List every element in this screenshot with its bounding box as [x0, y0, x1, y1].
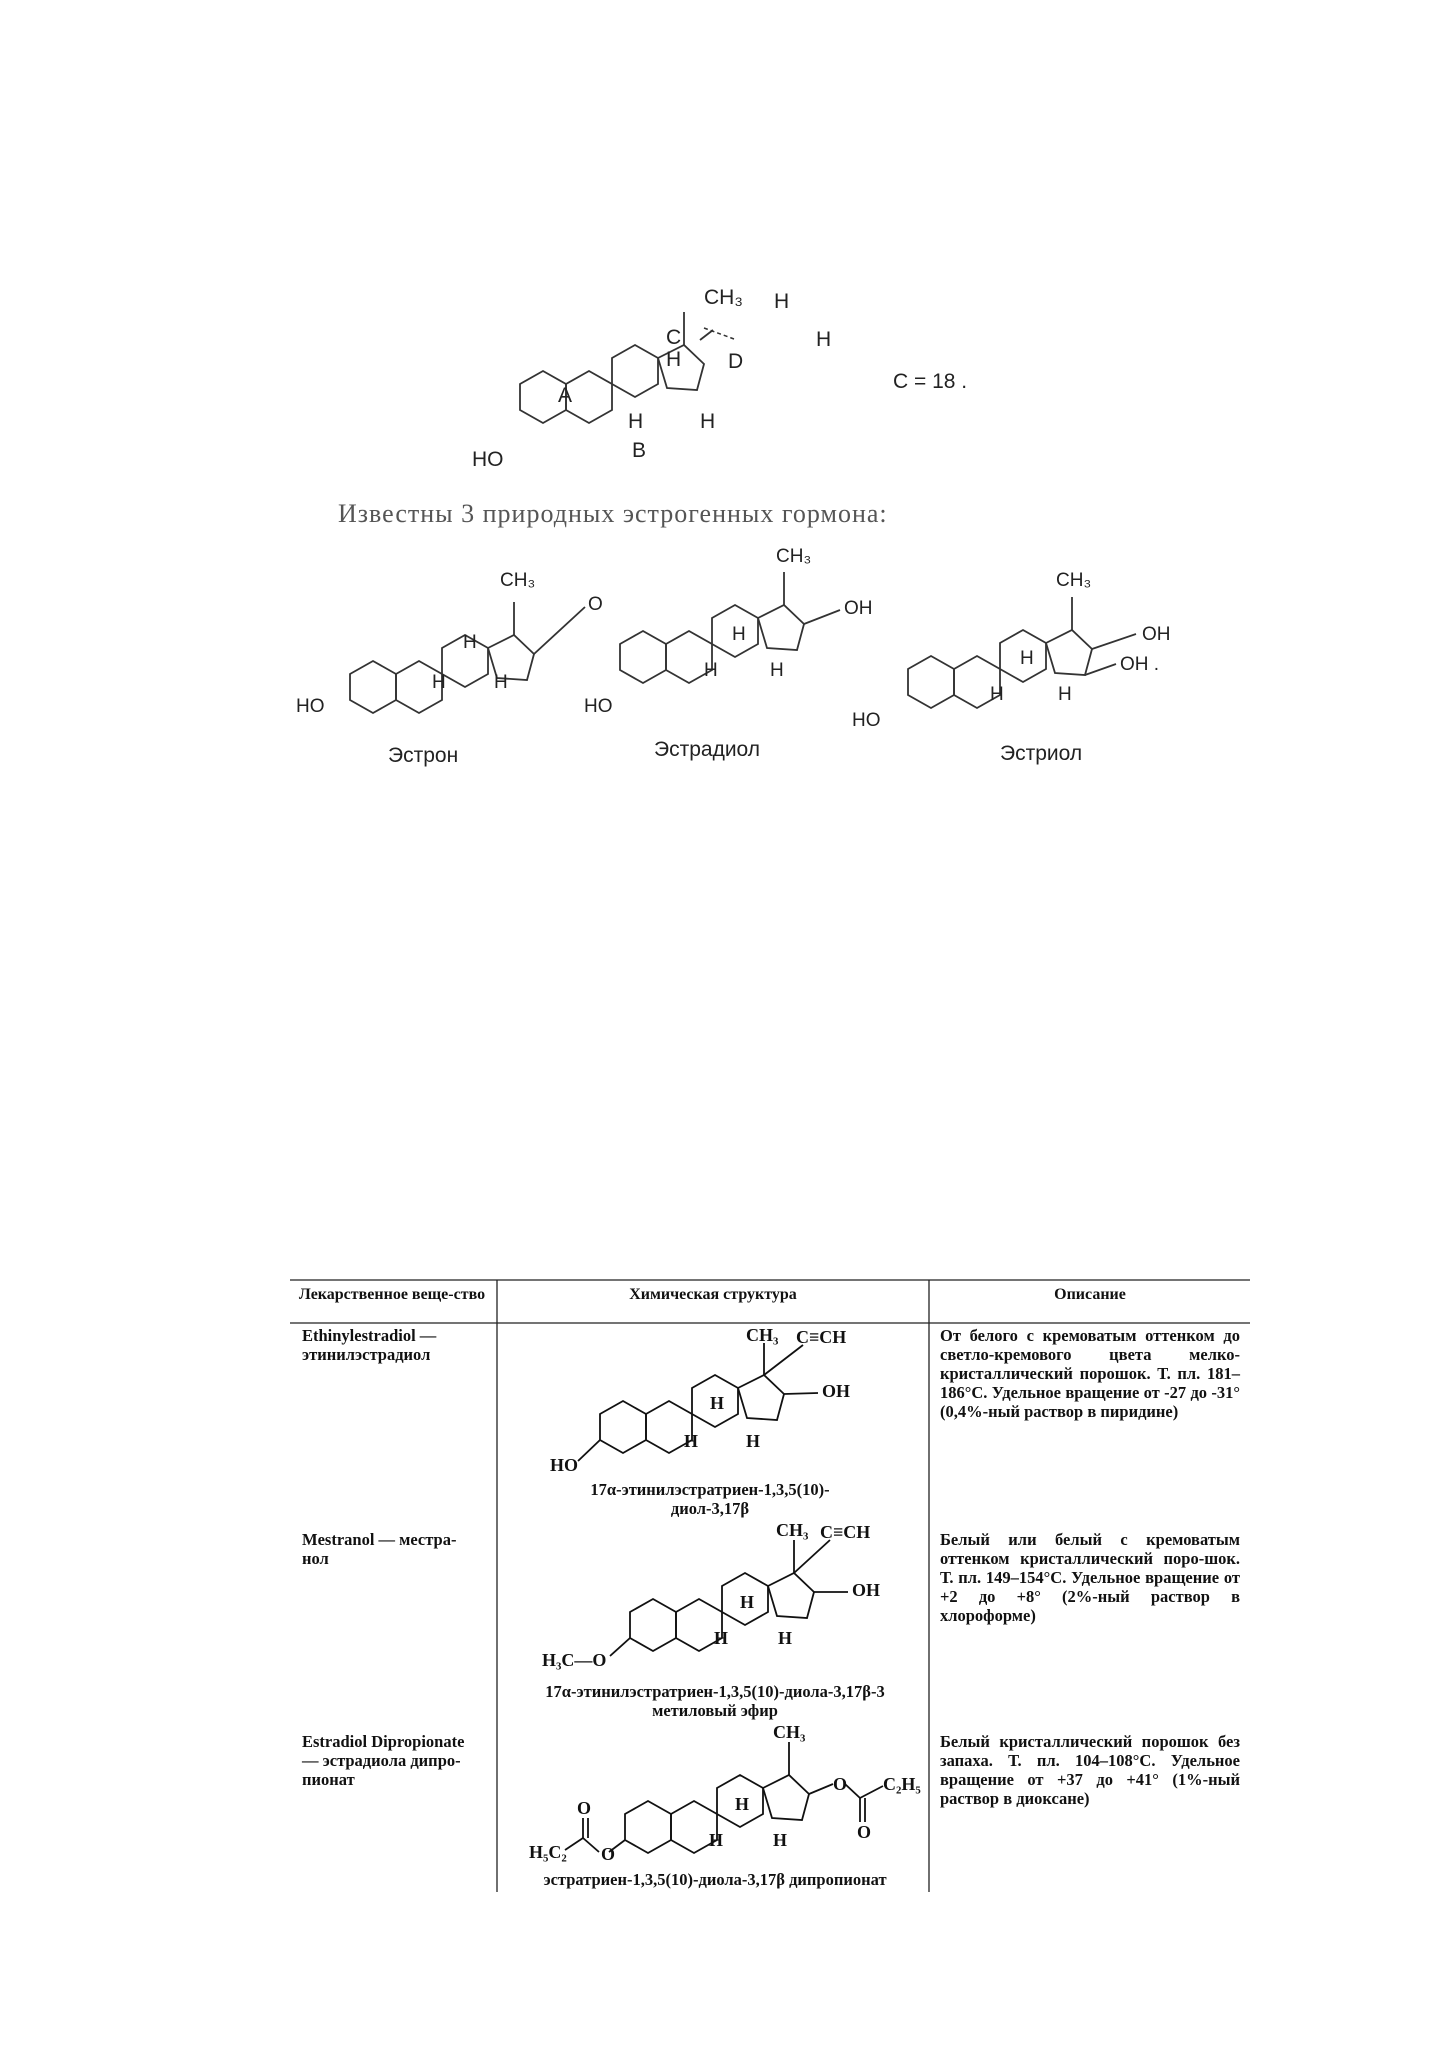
estradiol-ch3: CH₃	[776, 546, 812, 567]
mestranol-chem-name: 17α-этинилэстратриен-1,3,5(10)-диола-3,17β-3 метиловый эфир	[545, 1682, 885, 1720]
ho-label: HO	[472, 448, 504, 471]
mestranol-ch3: CH₃	[776, 1520, 809, 1540]
table-row-description: Белый или белый с кремоватым оттенком кристаллический поро-шок. Т. пл. 149–154°С. Удельное вращение от +2 до +8° (2%-ный раствор в хлороформе)	[940, 1530, 1240, 1625]
table-row-description: От белого с кремоватым оттенком до светло-кремового цвета мелко-кристаллический порошок. Т. пл. 181–186°С. Удельное вращение от -27 до -31° (0,4%-ный раствор в пиридине)	[940, 1326, 1240, 1421]
ethinylestradiol-chem-name: 17α-этинилэстратриен-1,3,5(10)-диол-3,17β	[590, 1480, 830, 1518]
estriol-h: H	[1020, 648, 1034, 669]
mestranol-oh: OH	[852, 1580, 881, 1600]
estradiol-name: Эстрадиол	[654, 738, 761, 761]
table-row-description: Белый кристаллический порошок без запаха. Т. пл. 104–108°С. Удельное вращение от +37 до +41° (1%-ный раствор в диоксане)	[940, 1732, 1240, 1808]
h-label: H	[774, 290, 790, 313]
carbon-count-formula: C = 18 .	[893, 370, 968, 393]
table-row-drug: Ethinylestradiol — этинилэстрадиол	[302, 1326, 437, 1364]
ethinylestradiol-h: H	[746, 1431, 761, 1451]
estradiol-h: H	[732, 624, 746, 645]
table-header-structure: Химическая структура	[629, 1286, 797, 1303]
h-label: H	[700, 410, 716, 433]
dipropionate-o: O	[857, 1822, 872, 1842]
h-label: H	[816, 328, 832, 351]
dipropionate-h: H	[735, 1794, 750, 1814]
ethinylestradiol-ethynyl: C≡CH	[796, 1327, 847, 1347]
estriol-ch3: CH₃	[1056, 570, 1092, 591]
dipropionate-ch3: CH₃	[773, 1722, 806, 1742]
estrone-h: H	[494, 672, 508, 693]
estradiol-oh: OH	[844, 598, 873, 619]
estrone-ho: HO	[296, 696, 325, 717]
estrone-h: H	[432, 672, 446, 693]
ethinylestradiol-h: H	[710, 1393, 725, 1413]
ethinylestradiol-oh: OH	[822, 1381, 851, 1401]
mestranol-meo: H₃C—O	[542, 1650, 607, 1670]
intro-text: Известны 3 природных эстрогенных гормона:	[338, 499, 888, 528]
dipropionate-h5c2: H₅C₂	[529, 1842, 567, 1862]
estrone-ch3: CH₃	[500, 570, 536, 591]
h-label: H	[628, 410, 644, 433]
dipropionate-h: H	[709, 1830, 724, 1850]
mestranol-h: H	[778, 1628, 793, 1648]
dipropionate-o: O	[601, 1844, 616, 1864]
dipropionate-o: O	[833, 1774, 848, 1794]
estradiol-dipropionate-structure	[515, 1722, 921, 1872]
dipropionate-c2h5: C₂H₅	[883, 1774, 921, 1794]
ethinylestradiol-structure	[540, 1325, 900, 1475]
ethinylestradiol-h: H	[684, 1431, 699, 1451]
estrone-h: H	[463, 632, 477, 653]
ring-d-label: D	[728, 350, 744, 373]
table-row-drug: Estradiol Dipropionate — эстрадиола дипро-пионат	[302, 1732, 465, 1789]
table-header-description: Описание	[1054, 1286, 1126, 1303]
estriol-oh2: OH .	[1120, 654, 1160, 675]
estriol-h: H	[1058, 684, 1072, 705]
h-label: H	[666, 348, 682, 371]
ring-c-label: C	[666, 326, 682, 349]
ring-a-label: A	[558, 384, 573, 407]
estradiol-h: H	[770, 660, 784, 681]
estradiol-ho: HO	[584, 696, 613, 717]
ethinylestradiol-ch3: CH₃	[746, 1325, 779, 1345]
table-row-drug: Mestranol — местра-нол	[302, 1530, 457, 1568]
ch3-label: CH₃	[704, 286, 743, 309]
ethinylestradiol-ho: HO	[550, 1455, 579, 1475]
mestranol-ethynyl: C≡CH	[820, 1522, 871, 1542]
estrone-name: Эстрон	[388, 744, 459, 767]
estrone-oxo: O	[588, 594, 603, 615]
dipropionate-o: O	[577, 1798, 592, 1818]
mestranol-h: H	[714, 1628, 729, 1648]
mestranol-structure	[530, 1520, 910, 1680]
dipropionate-h: H	[773, 1830, 788, 1850]
mestranol-h: H	[740, 1592, 755, 1612]
estradiol-h: H	[704, 660, 718, 681]
dipropionate-chem-name: эстратриен-1,3,5(10)-диола-3,17β дипропионат	[543, 1870, 887, 1889]
estriol-h: H	[990, 684, 1004, 705]
estriol-name: Эстриол	[1000, 742, 1083, 765]
ring-b-label: B	[632, 439, 647, 462]
estriol-oh1: OH	[1142, 624, 1171, 645]
table-header-drug: Лекарственное веще-ство	[298, 1286, 486, 1303]
estriol-ho: HO	[852, 710, 881, 731]
